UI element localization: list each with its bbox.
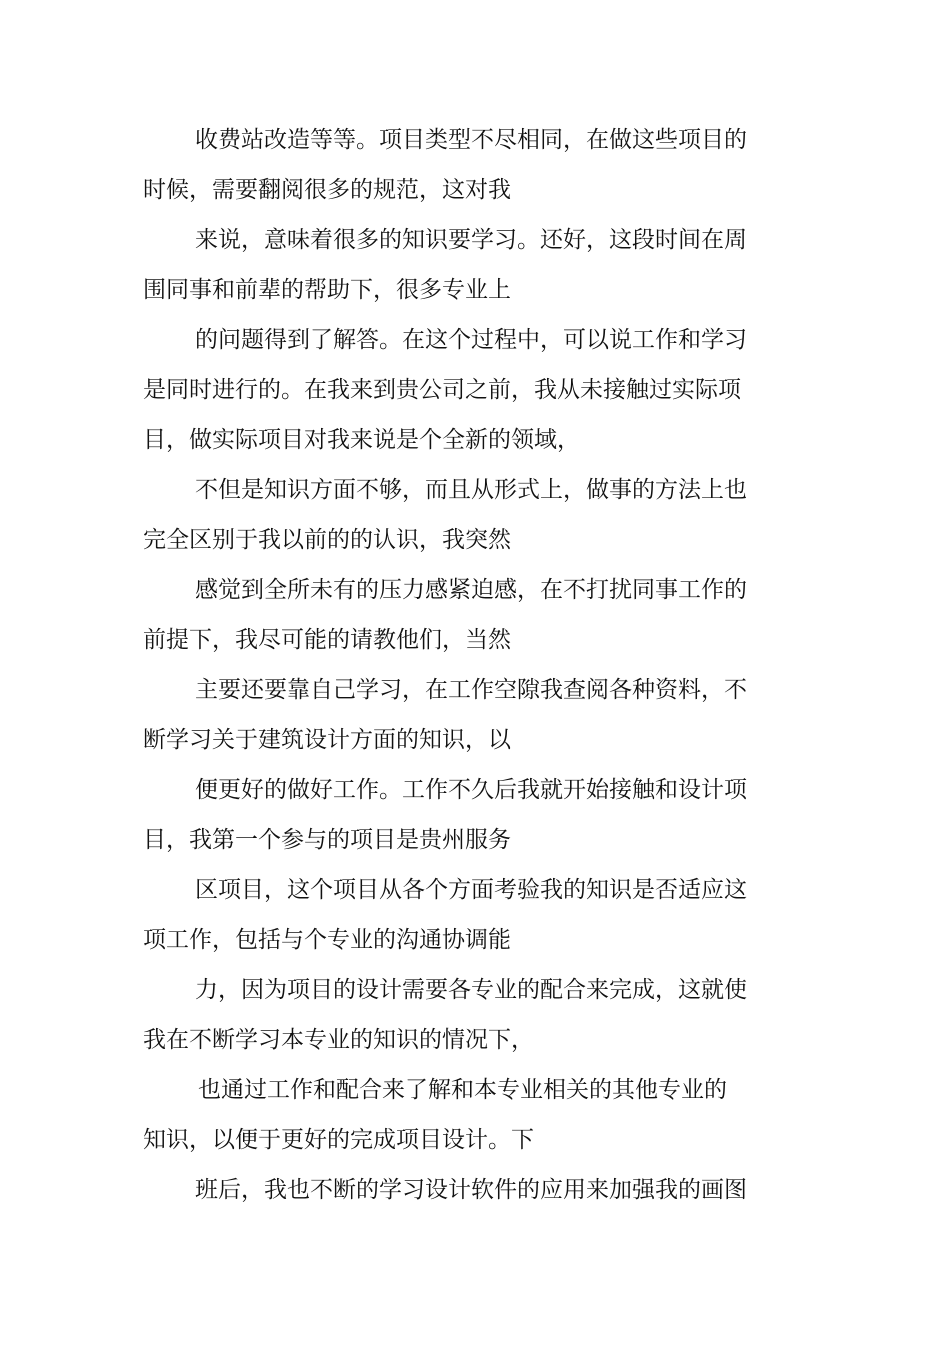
- text-line-5: 的问题得到了解答。在这个过程中，可以说工作和学习: [195, 327, 747, 353]
- text-line-14: 便更好的做好工作。工作不久后我就开始接触和设计项: [195, 777, 747, 803]
- text-line-7: 目，做实际项目对我来说是个全新的领域，: [143, 427, 580, 453]
- text-line-3: 来说，意味着很多的知识要学习。还好，这段时间在周: [195, 227, 747, 253]
- text-line-15: 目，我第一个参与的项目是贵州服务: [143, 827, 511, 853]
- text-line-8: 不但是知识方面不够，而且从形式上，做事的方法上也: [195, 477, 747, 503]
- text-line-19: 我在不断学习本专业的知识的情况下，: [143, 1027, 534, 1053]
- text-line-10: 感觉到全所未有的压力感紧迫感，在不打扰同事工作的: [195, 577, 747, 603]
- text-line-16: 区项目，这个项目从各个方面考验我的知识是否适应这: [195, 877, 747, 903]
- text-line-17: 项工作，包括与个专业的沟通协调能: [143, 927, 511, 953]
- text-line-11: 前提下，我尽可能的请教他们，当然: [143, 627, 511, 653]
- text-line-2: 时候，需要翻阅很多的规范，这对我: [143, 177, 511, 203]
- text-line-13: 断学习关于建筑设计方面的知识，以: [143, 727, 511, 753]
- text-line-6: 是同时进行的。在我来到贵公司之前，我从未接触过实际项: [143, 377, 741, 403]
- text-line-4: 围同事和前辈的帮助下，很多专业上: [143, 277, 511, 303]
- text-line-1: 收费站改造等等。项目类型不尽相同，在做这些项目的: [195, 127, 747, 153]
- text-line-12: 主要还要靠自己学习，在工作空隙我查阅各种资料，不: [195, 677, 747, 703]
- text-line-22: 班后，我也不断的学习设计软件的应用来加强我的画图: [195, 1177, 747, 1203]
- text-line-9: 完全区别于我以前的的认识，我突然: [143, 527, 511, 553]
- text-line-18: 力，因为项目的设计需要各专业的配合来完成，这就使: [195, 977, 747, 1003]
- text-line-20: 也通过工作和配合来了解和本专业相关的其他专业的: [198, 1077, 727, 1103]
- text-line-21: 知识，以便于更好的完成项目设计。下: [143, 1127, 534, 1153]
